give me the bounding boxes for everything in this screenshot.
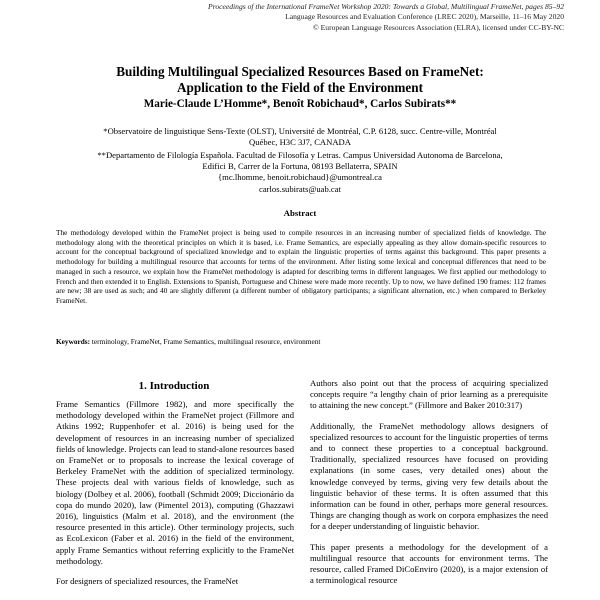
affiliation-2-line-2: Edifici B, Carrer de la Fortuna, 08193 Bellaterra, SPAIN [202, 161, 398, 172]
right-column [310, 378, 548, 600]
keywords-label: Keywords: [56, 337, 91, 346]
keywords [56, 337, 546, 347]
abstract-text: The methodology developed within the FrameNet project is being used to compile resources in an increasing number of specialized fields of knowledge. The methodology along with the theoretical principles on which it is based, i.e. Frame Semantics, are especially appealing as they allow domain-specific resources to account for the conceptual background of specialized knowledge and to explain the linguistic properties of terms against this background. This paper presents a methodology for building a multilingual resource that accounts for terms of the environment. After listing some lexical and conceptual differences that need to be managed in such a resource, we explain how the FrameNet methodology is adapted for describing terms in different languages. We first applied our methodology to French and then extended it to English. Extensions to Spanish, Portuguese and Chinese were made more recently. Up to now, we have defined 190 frames: 112 frames are new; 38 are used as such; and 40 are slightly different (a different number of obligatory participants; a significant alternation, etc.) when compared to Berkeley FrameNet. [56, 228, 546, 305]
keywords-list: terminology, FrameNet, Frame Semantics, multilingual resource, environment [91, 337, 321, 346]
affiliation-2-line-1: **Departamento de Filología Española. Facultad de Filosofía y Letras. Campus Universidad Autonoma de Barcelona, [97, 150, 503, 160]
title-line-1: Building Multilingual Specialized Resources Based on FrameNet: [116, 64, 484, 79]
affiliation-1-line-2: Québec, H3C 3J7, CANADA [249, 137, 351, 148]
abstract-heading: Abstract [283, 208, 317, 218]
conference-line: Language Resources and Evaluation Conference (LREC 2020), Marseille, 11–16 May 2020 [285, 12, 564, 22]
left-column [56, 399, 294, 600]
left-column-text [56, 399, 294, 587]
email-line-2: carlos.subirats@uab.cat [259, 183, 341, 194]
section-title: 1. Introduction [138, 380, 210, 392]
license-line: © European Language Resources Association (ELRA), licensed under CC-BY-NC [312, 22, 564, 32]
right-paragraph-2: Additionally, the FrameNet methodology allows designers of specialized resources to account for the linguistic properties of terms and to connect these properties to a conceptual background. Traditionally, specialized resources have focused on providing explanations (in some cases, very detailed ones) about the knowledge conveyed by terms, giving very few details about the linguistic behavior of these terms. It is often assumed that this information can be found in other, perhaps more general resources. Things are changing though as work on corpora emphasizes the need for a deeper understanding of linguistic behavior. [310, 420, 548, 532]
right-paragraph-1: Authors also point out that the process of acquiring specialized concepts require “a lengthy chain of prior learning as a prerequisite to attaining the new concept.” (Fillmore and Baker 2010:317) [310, 378, 548, 411]
right-column-text [310, 378, 548, 586]
left-paragraph-1: Frame Semantics (Fillmore 1982), and more specifically the methodology developed within the FrameNet project (Fillmore and Atkins 1992; Ruppenhofer et al. 2016) is being used for the development of resources in an increasing number of specialized fields of knowledge. Projects can lead to stand-alone resources based on FrameNet or to proposals to increase the lexical coverage of Berkeley FrameNet with the addition of specialized terminology. These projects deal with various fields of knowledge, such as biology (Dolbey et al. 2006), football (Schmidt 2009; Diccionário da copa do mundo 2020), law (Pimentel 2013), computing (Ghazzawi 2016), linguistics (Malm et al. 2018), and the environment (the resource presented in this article). Other terminology projects, such as EcoLexicon (Faber et al. 2016) in the field of the environment, apply Frame Semantics without referring explicitly to the FrameNet methodology. [56, 399, 294, 566]
paper-title [40, 64, 560, 96]
authors: Marie-Claude L’Homme*, Benoît Robichaud*, Carlos Subirats** [143, 98, 457, 110]
email-line-1: {mc.lhomme, benoit.robichaud}@umontreal.ca [218, 172, 382, 183]
proceedings-line: Proceedings of the International FrameNet Workshop 2020: Towards a Global, Multilingual FrameNet, pages 85–92 [208, 2, 564, 11]
title-line-2: Application to the Field of the Environment [177, 80, 423, 95]
affiliation-2 [60, 150, 540, 195]
right-paragraph-3: This paper presents a methodology for the development of a multilingual resource that accounts for environment terms. The resource, called Framed DiCoEnviro (2020), is a major extension of a terminological resource [310, 541, 548, 586]
proceedings-header [124, 2, 564, 33]
affiliation-1 [60, 126, 540, 148]
affiliation-1-line-1: *Observatoire de linguistique Sens-Texte (OLST), Université de Montréal, C.P. 6128, succ. Centre-ville, Montréal [103, 126, 497, 136]
left-paragraph-2: For designers of specialized resources, the FrameNet [56, 576, 239, 587]
